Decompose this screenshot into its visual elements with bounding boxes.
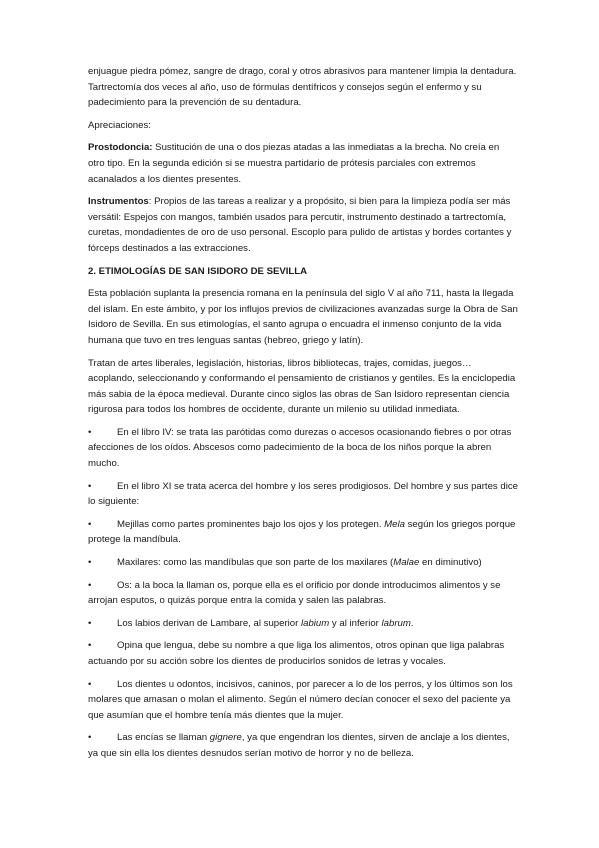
section-heading: 2. ETIMOLOGÍAS DE SAN ISIDORO DE SEVILLA — [88, 265, 308, 277]
paragraph-prostodoncia — [88, 140, 518, 187]
list-item-text: Maxilares: como las mandíbulas que son parte de los maxilares ( — [117, 557, 394, 569]
list-item-text: Os: a la boca la llaman os, porque ella es el orificio por donde introducimos alimentos y se arrojan esputos, o quizás porque entra la comida y salen las palabras. — [88, 579, 501, 607]
list-item-text: , ya que engendran los dientes, sirven de anclaje a los dientes, ya que sin ella los dientes desnudos serían motivo de horror y no de belleza. — [88, 732, 510, 759]
list-item — [88, 479, 518, 510]
list-item — [88, 517, 518, 548]
list-item-text: Los dientes u odontos, incisivos, caninos, por parecer a lo de los perros, y los últimos son los molares que amasan o molan el alimento. Según el número decían conocer el sexo del paciente ya que asumían que el hombre tenía más dientes que la mujer. — [88, 678, 513, 721]
list-item-text: según los griegos porque protege la mandíbula. — [88, 518, 516, 546]
list-item-text: Las encías se llaman — [117, 732, 210, 744]
term-labium: labium — [301, 617, 330, 629]
bullet-marker: • — [88, 518, 92, 530]
bullet-marker: • — [88, 579, 92, 591]
list-item — [88, 578, 518, 609]
paragraph-intro: Esta población suplanta la presencia romana en la península del siglo V al año 711, hasta la llegada del islam. En este ámbito, y por los influjos previos de civilizaciones avanzadas surge la Obra de San Isidoro de Sevilla. En sus etimologías, el santo agrupa o encuadra el inmenso conjunto de la vida humana que tuvo en tres lenguas santas (hebreo, griego y latín). — [88, 288, 518, 346]
paragraph-tratan: Tratan de artes liberales, legislación, historias, libros bibliotecas, trajes, comidas, juegos…acoplando, seleccionando y conformando el pensamiento de cristianos y gentiles. Es la enciclopedia más sabia de la época medieval. Durante cinco siglos las obras de San Isidoro representan ciencia rigurosa para todos los hombres de occidente, durante un milenio su utilidad inmediata. — [88, 357, 516, 416]
bullet-marker: • — [88, 732, 92, 744]
term-malae: Malae — [393, 557, 420, 569]
instrumentos-label: Instrumentos — [88, 196, 149, 208]
paragraph-hygiene: enjuague piedra pómez, sangre de drago, coral y otros abrasivos para mantener limpia la dentadura. Tartrectomía dos veces al año, uso de fórmulas dentífricos y consejos según el enfermo y su padecimiento para la prevención de su dentadura. — [88, 66, 517, 109]
bullet-marker: • — [88, 678, 92, 690]
term-labrum: labrum — [381, 617, 411, 629]
paragraph-apreciaciones: Apreciaciones: — [88, 119, 151, 131]
bullet-marker: • — [88, 557, 92, 569]
list-item-text: y al inferior — [329, 617, 382, 629]
bullet-marker: • — [88, 480, 92, 492]
list-item — [88, 638, 518, 669]
list-item-text: En el libro IV: se trata las parótidas como durezas o accesos ocasionando fiebres o por otras afecciones de los oídos. Abscesos como padecimiento de la boca de los niños porque la abren mucho. — [88, 426, 512, 470]
list-item-text: Opina que lengua, debe su nombre a que liga los alimentos, otros opinan que liga palabras actuando por su acción sobre los dientes de producirlos sonidos de letras y vocales. — [88, 640, 505, 667]
list-item-text: en diminutivo) — [419, 557, 482, 569]
bullet-marker: • — [88, 640, 92, 652]
paragraph-instrumentos — [88, 194, 518, 256]
list-item-text: Mejillas como partes prominentes bajo los ojos y los protegen. — [117, 518, 385, 530]
list-item — [88, 555, 518, 571]
prostodoncia-text: Sustitución de una o dos piezas atadas a las inmediatas a la brecha. No creía en otro tipo. En la segunda edición si se muestra partidario de prótesis parciales con extremos acanalados a los dientes presentes. — [88, 142, 500, 185]
term-mela: Mela — [384, 518, 405, 530]
bullet-marker: • — [88, 426, 92, 438]
list-item — [88, 616, 518, 632]
list-item — [88, 677, 518, 724]
list-item — [88, 425, 518, 472]
document-page — [88, 64, 518, 769]
term-gignere: gignere — [209, 732, 242, 744]
list-item-text: Los labios derivan de Lambare, al superior — [117, 617, 301, 629]
list-item — [88, 730, 518, 761]
bullet-marker: • — [88, 617, 92, 629]
instrumentos-text: : Propios de las tareas a realizar y a propósito, si bien para la limpieza podía ser más versátil: Espejos con mangos, también usados para percutir, instrumento destinado a tartrectomía, curetas, mondadientes de oro de uso personal. Escoplo para pulido de artistas y bordes cortantes y fórceps destinados a las extracciones. — [88, 196, 512, 254]
list-item-text: En el libro XI se trata acerca del hombre y los seres prodigiosos. Del hombre y sus partes dice lo siguiente: — [88, 480, 518, 508]
prostodoncia-label: Prostodoncia: — [88, 142, 153, 154]
list-item-text: . — [410, 617, 414, 629]
